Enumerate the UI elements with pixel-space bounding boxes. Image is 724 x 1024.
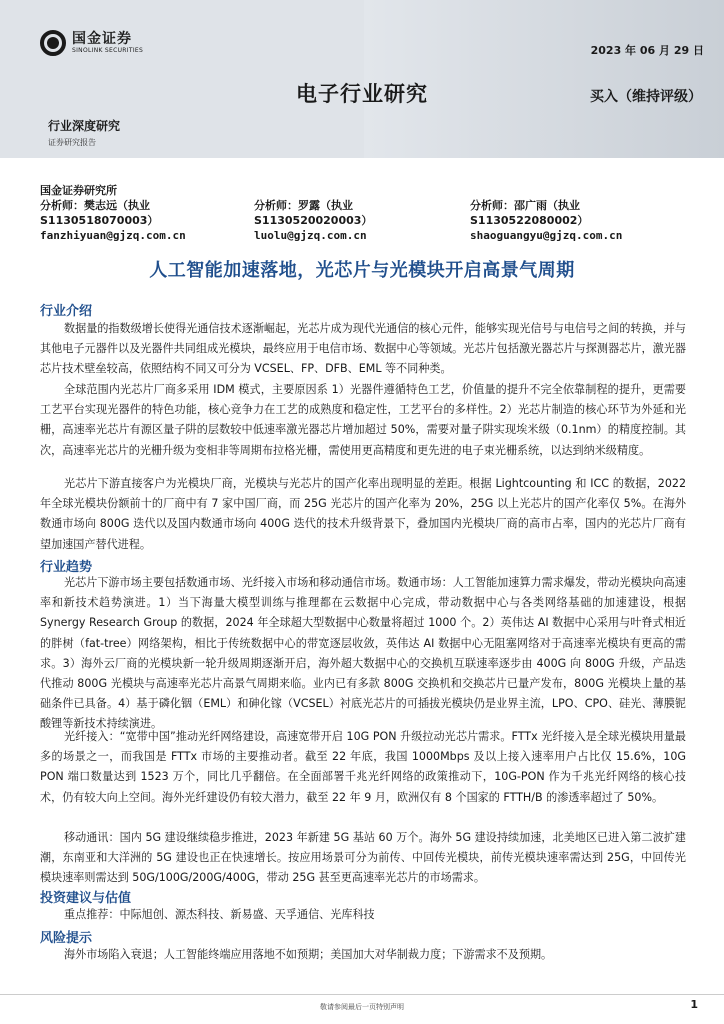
logo-name-en: SINOLINK SECURITIES xyxy=(72,47,144,54)
report-date: 2023 年 06 月 29 日 xyxy=(590,44,704,57)
analyst-license: S1130522080002） xyxy=(470,214,589,227)
analyst-name: 分析师：樊志远（执业 xyxy=(40,199,150,212)
report-title: 电子行业研究 xyxy=(296,82,428,106)
analyst-license: S1130520020003） xyxy=(254,214,373,227)
analyst-email[interactable]: shaoguangyu@gjzq.com.cn xyxy=(470,229,623,242)
analyst-block xyxy=(470,198,670,243)
paragraph: 光芯片下游直接客户为光模块厂商，光模块与光芯片的国产化率出现明显的差距。根据 Lightcounting 和 ICC 的数据，2022 年全球光模块份额前十的厂商中有 7 家中国厂商，而 25G 光芯片的国产化率为 20%，25G 以上光芯片的国产化率仅 5%。在海外数通市场向 800G 迭代以及国内数通市场向 400G 迭代的技术升级背景下，叠加国内光模块厂商的高市占率，国内的光芯片厂商有望加速国产替代进程。 xyxy=(40,477,686,551)
section-title-risk: 风险提示 xyxy=(40,931,93,946)
analyst-email[interactable]: fanzhiyuan@gjzq.com.cn xyxy=(40,229,186,242)
paragraph: 海外市场陷入衰退；人工智能终端应用落地不如预期；美国加大对华制裁力度；下游需求不及预期。 xyxy=(64,948,553,961)
analyst-block xyxy=(40,198,240,243)
paragraph: 重点推荐：中际旭创、源杰科技、新易盛、天孚通信、光库科技 xyxy=(64,908,375,921)
report-headline: 人工智能加速落地，光芯片与光模块开启高景气周期 xyxy=(149,260,575,281)
logo-icon xyxy=(40,30,66,56)
section-title-intro: 行业介绍 xyxy=(40,304,93,319)
footer-divider xyxy=(0,994,724,995)
paragraph: 全球范围内光芯片厂商多采用 IDM 模式，主要原因系 1）光器件遵循特色工艺，价值量的提升不完全依靠制程的提升，更需要工艺平台实现光器件的特色功能，核心竞争力在工艺的成熟度和稳定性，工艺平台的多样性。2）光芯片制造的核心环节为外延和光栅，高速率光芯片有源区量子阱的层数较中低速率激光器芯片增加超过 50%，需要对量子阱实现埃米级（0.1nm）的精度控制。其次，高速率光芯片的光栅升级为变相非等周期布拉格光栅，需使用更高精度和更先进的电子束光栅系统，以达到纳米级精度。 xyxy=(40,383,686,457)
institute-name: 国金证券研究所 xyxy=(40,184,117,197)
report-subtype: 证券研究报告 xyxy=(48,138,96,147)
company-logo xyxy=(40,30,143,56)
analyst-name: 分析师：罗露（执业 xyxy=(254,199,353,212)
paragraph: 移动通讯：国内 5G 建设继续稳步推进，2023 年新建 5G 基站 60 万个。海外 5G 建设持续加速，北美地区已进入第二波扩建潮，东南亚和大洋洲的 5G 建设也正在快速增长。按应用场景可分为前传、中回传光模块，前传光模块速率需达到 25G，中回传光模块速率则需达到 50G/100G/200G/400G，带动 25G 甚至更高速率光芯片的市场需求。 xyxy=(40,831,686,885)
analyst-license: S1130518070003） xyxy=(40,214,159,227)
page-number: 1 xyxy=(690,998,698,1011)
section-title-invest: 投资建议与估值 xyxy=(40,891,132,906)
footer-disclaimer[interactable]: 敬请参阅最后一页特别声明 xyxy=(320,1003,404,1011)
section-title-trend: 行业趋势 xyxy=(40,560,93,575)
analyst-name: 分析师：邵广雨（执业 xyxy=(470,199,580,212)
paragraph: 数据量的指数级增长使得光通信技术逐渐崛起，光芯片成为现代光通信的核心元件，能够实现光信号与电信号之间的转换，并与其他电子元器件以及光器件共同组成光模块，最终应用于电信市场、数据中心等领域。光芯片包括激光器芯片与探测器芯片，激光器芯片技术壁垒较高，依照结构不同又可分为 VCSEL、FP、DFB、EML 等不同种类。 xyxy=(40,322,686,376)
analyst-email[interactable]: luolu@gjzq.com.cn xyxy=(254,229,367,242)
paragraph: 光纤接入：“宽带中国”推动光纤网络建设，高速宽带开启 10G PON 升级拉动光芯片需求。FTTx 光纤接入是全球光模块用量最多的场景之一，而我国是 FTTx 市场的主要推动者。截至 22 年底，我国 1000Mbps 及以上接入速率用户占比仅 15.6%，10G PON 端口数量达到 1523 万个，同比几乎翻倍。在全面部署千兆光纤网络的政策推动下，10G-PON 作为千兆光纤网络的核心技术，仍有较大向上空间。海外光纤建设仍有较大潜力，截至 22 年 9 月，欧洲仅有 8 个国家的 FTTH/B 的渗透率超过了 50%。 xyxy=(40,730,686,804)
analyst-block xyxy=(254,198,454,243)
paragraph: 光芯片下游市场主要包括数通市场、光纤接入市场和移动通信市场。数通市场：人工智能加速算力需求爆发，带动光模块向高速率和新技术趋势演进。1）当下海量大模型训练与推理都在云数据中心完成，带动数据中心与各类网络基础的加速建设，根据 Synergy Research Group 的数据，2024 年全球超大型数据中心数量将超过 1000 个。2）英伟达 AI 数据中心采用与叶脊式相近的胖树（fat-tree）网络架构，相比于传统数据中心的带宽逐层收敛，英伟达 AI 数据中心无阻塞网络对于高速率光模块有更高的需求。3）海外云厂商的光模块新一轮升级周期逐渐开启，海外超大数据中心的交换机互联速率逐步由 400G 向 800G 升级，产品迭代推动 800G 光模块与高速率光芯片高景气周期来临。业内已有多款 800G 交换机和交换芯片已量产发布，800G 光模块上量的基础条件已具备。4）基于磷化铟（EML）和砷化镓（VCSEL）衬底光芯片的可插拔光模块仍是业界主流，LPO、CPO、硅光、薄膜铌酸锂等新技术持续演进。 xyxy=(40,576,686,731)
rating: 买入（维持评级） xyxy=(590,89,702,105)
logo-name-cn: 国金证券 xyxy=(72,31,132,47)
report-type: 行业深度研究 xyxy=(48,119,121,133)
